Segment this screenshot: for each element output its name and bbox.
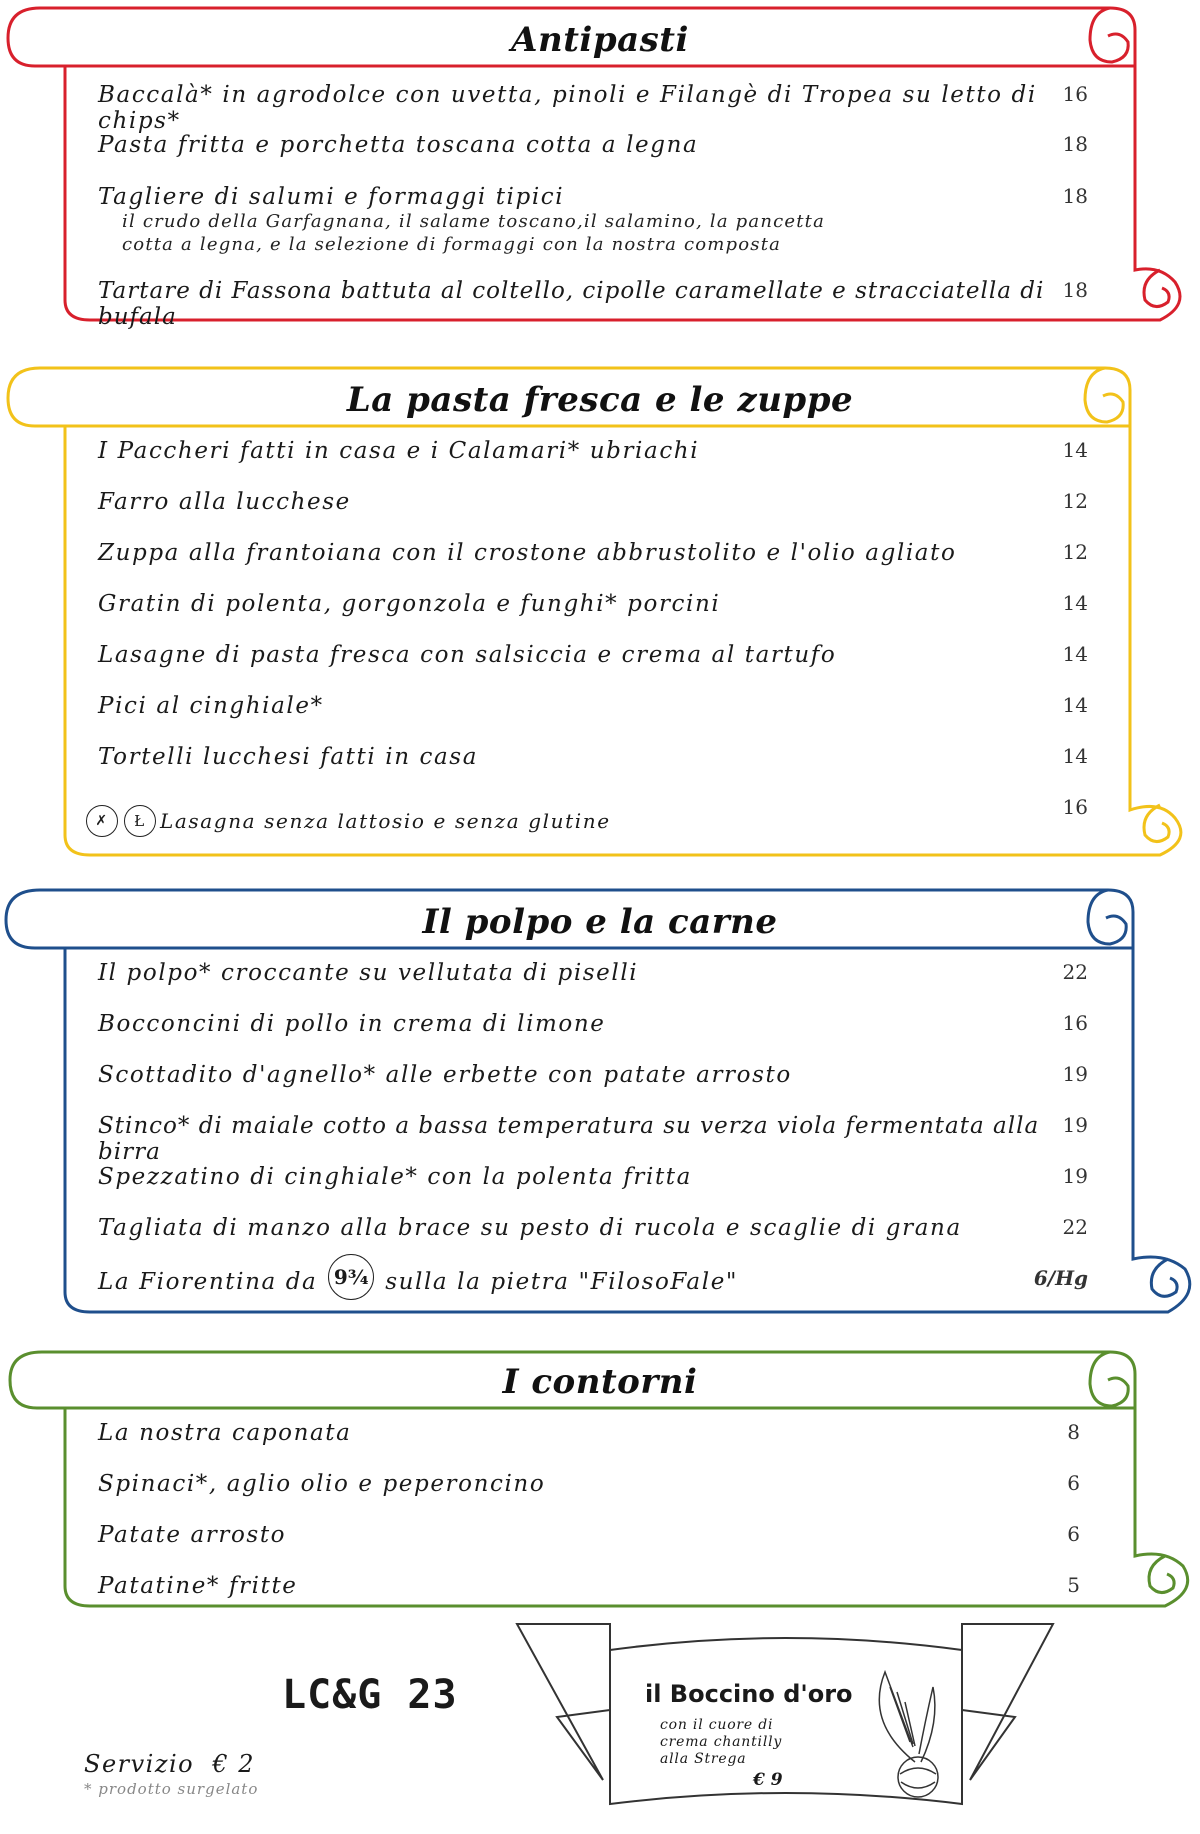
item-list [98,1420,1088,1624]
item-list [98,82,1088,330]
item-name: Scottadito d'agnello* alle erbette con patate arrosto [98,1062,792,1088]
menu-item [98,1471,1088,1522]
frozen-note: * prodotto surgelato [84,1780,259,1798]
item-price: 6 [1067,1471,1080,1495]
menu-item [98,1573,1088,1624]
item-name: Lasagna senza lattosio e senza glutine [160,809,611,833]
item-price: 14 [1062,642,1088,666]
item-name: Zuppa alla frantoiana con il crostone abbrustolito e l'olio agliato [98,540,957,566]
item-price: 19 [1062,1062,1088,1086]
item-name: Tagliata di manzo alla brace su pesto di rucola e scaglie di grana [98,1215,962,1241]
dessert-title: il Boccino d'oro [645,1680,853,1708]
section-contorni [0,1346,1200,1616]
menu-item [98,1011,1088,1062]
item-name: Pici al cinghiale* [98,693,324,719]
section-title: I contorni [502,1362,698,1402]
menu-item [98,132,1088,184]
section-title: Antipasti [511,20,689,60]
item-price: 18 [1062,184,1088,208]
section-antipasti [0,0,1200,335]
item-price: 19 [1062,1113,1088,1137]
item-price: 6 [1067,1522,1080,1546]
section-pasta [0,360,1200,860]
item-price: 19 [1062,1164,1088,1188]
item-list [98,960,1088,1317]
item-name: Pasta fritta e porchetta toscana cotta a legna [98,132,699,158]
menu-item [98,1062,1088,1113]
menu-item [98,960,1088,1011]
item-name: Stinco* di maiale cotto a bassa temperatura su verza viola fermentata alla birra [98,1113,1040,1165]
item-price: 12 [1062,540,1088,564]
menu-item [98,1113,1088,1164]
item-name: Farro alla lucchese [98,489,351,515]
item-price: 18 [1062,278,1088,302]
item-name: La Fiorentina da [98,1269,318,1295]
item-price: 16 [1062,1011,1088,1035]
dessert-price: € 9 [753,1770,783,1790]
item-price: 22 [1062,1215,1088,1239]
item-price: 14 [1062,744,1088,768]
item-price: 6/Hg [1033,1266,1088,1290]
item-name: I Paccheri fatti in casa e i Calamari* ubriachi [98,438,700,464]
section-carne [0,884,1200,1324]
item-price: 12 [1062,489,1088,513]
dessert-description: con il cuore di crema chantilly alla Strega [660,1717,783,1767]
item-price: 22 [1062,960,1088,984]
dessert-banner [515,1622,1055,1832]
item-name: Lasagne di pasta fresca con salsiccia e crema al tartufo [98,642,837,668]
menu-item [98,744,1088,795]
item-price: 8 [1067,1420,1080,1444]
item-price: 14 [1062,693,1088,717]
menu-item [98,591,1088,642]
item-list [95,438,1088,846]
item-price: 18 [1062,132,1088,156]
item-name: Spezzatino di cinghiale* con la polenta fritta [98,1164,692,1190]
menu-item [98,693,1088,744]
item-price: 14 [1062,591,1088,615]
item-name: Patatine* fritte [98,1573,298,1599]
menu-item [98,82,1088,132]
item-price: 14 [1062,438,1088,462]
menu-item [98,1215,1088,1266]
item-price: 16 [1062,82,1088,106]
item-name-continued: sulla la pietra "FilosoFale" [385,1269,739,1295]
menu-item [98,184,1088,278]
menu-item [98,278,1088,330]
item-name: La nostra caponata [98,1420,352,1446]
menu-item [98,438,1088,489]
item-name: Tartare di Fassona battuta al coltello, cipolle caramellate e stracciatella di bufala [98,278,1045,330]
section-title: Il polpo e la carne [422,902,778,942]
menu-item [98,1266,1088,1317]
menu-item [98,489,1088,540]
menu-item [98,540,1088,591]
item-price: 16 [1062,795,1088,819]
menu-item [98,1164,1088,1215]
item-name: Bocconcini di pollo in crema di limone [98,1011,606,1037]
menu-item [95,795,1088,846]
platform-badge: 9¾ [328,1254,374,1300]
section-title: La pasta fresca e le zuppe [346,380,854,420]
menu-item [98,1420,1088,1471]
lactose-free-icon: ✗ [86,805,118,837]
item-name: Gratin di polenta, gorgonzola e funghi* porcini [98,591,721,617]
menu-item [98,1522,1088,1573]
item-name: Patate arrosto [98,1522,287,1548]
service-charge: Servizio € 2 [84,1750,256,1778]
item-name: Tagliere di salumi e formaggi tipici [98,184,565,210]
item-name: Spinaci*, aglio olio e peperoncino [98,1471,546,1497]
item-name: Tortelli lucchesi fatti in casa [98,744,479,770]
gluten-free-icon: Ł [124,805,156,837]
brand-logo: LC&G 23 [282,1672,458,1718]
menu-item [98,642,1088,693]
item-name: Il polpo* croccante su vellutata di piselli [98,960,639,986]
item-name: Baccalà* in agrodolce con uvetta, pinoli e Filangè di Tropea su letto di chips* [98,82,1037,134]
item-description: il crudo della Garfagnana, il salame toscano,il salamino, la pancetta cotta a legna, e la selezione di formaggi con la nostra composta [122,211,826,255]
item-price: 5 [1067,1573,1080,1597]
golden-snitch-icon [855,1662,945,1812]
